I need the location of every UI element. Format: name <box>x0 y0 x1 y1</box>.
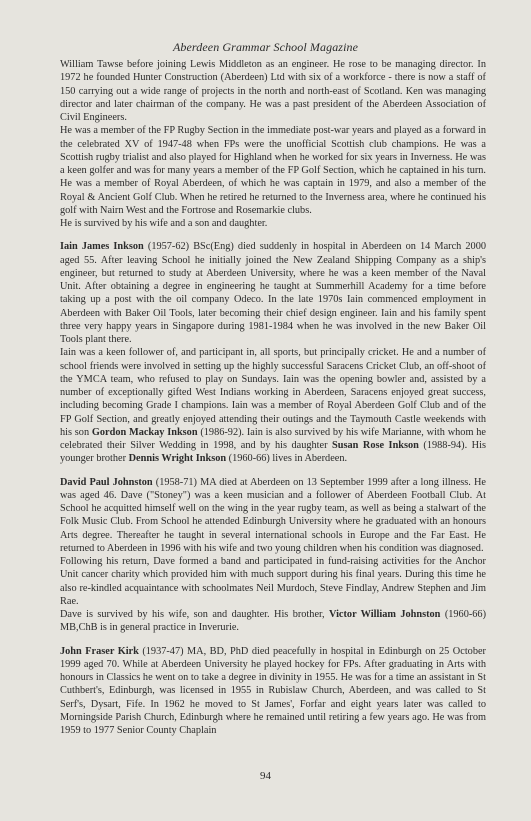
person-name: Victor William Johnston <box>329 609 441 620</box>
paragraph <box>60 124 486 217</box>
person-name: John Fraser Kirk <box>60 645 139 657</box>
paragraph-text: (1960-66) MB,ChB is in general practice in Inverurie. <box>60 609 486 634</box>
person-name: David Paul Johnston <box>60 476 153 488</box>
running-header: Aberdeen Grammar School Magazine <box>172 40 359 54</box>
paragraph-text: William Tawse before joining Lewis Middleton as an engineer. He rose to be managing director. In 1972 he founded Hunter Construction (Aberdeen) Ltd with six of a workforce - there is now a staff of 150 carrying out a wide range of projects in the north and north-east of Scotland. Ken was managing director and later chairman of the company. He was a past president of the Aberdeen Association of Civil Engineers. <box>60 59 486 123</box>
paragraph-text: Iain was a keen follower of, and participant in, all sports, but principally cricket. He and a number of school friends were involved in setting up the highly successful Saracens Cricket Club, an off-shoot of the YMCA team, who refused to play on Sundays. Iain was the opening bowler and, assisted by a number of exceptionally gifted West Indians working in Aberdeen, Saracens enjoyed great success, including becoming Grade I champions. Iain was a member of Royal Aberdeen Golf Club and of the FP Golf Section, and greatly enjoyed attending their outings and the Taymouth Castle weekends with his son <box>60 347 486 438</box>
paragraph-text: He was a member of the FP Rugby Section in the immediate post-war years and played as a forward in the celebrated XV of 1947-48 when FPs were the unofficial Scottish club champions. He was a Scottish rugby trialist and also played for Highland when he worked for six years in Inverness. He was a keen golfer and was for many years a member of the FP Golf Section, which he captained in his turn. He was a member of Royal Aberdeen, of which he was captain in 1979, and also a member of the Royal & Ancient Golf Club. When he retired he returned to the Inverness area, where he continued his golf with Nairn West and the Fortrose and Rosemarkie clubs. <box>60 125 486 216</box>
paragraph <box>60 608 486 635</box>
paragraph <box>60 217 486 230</box>
paragraph-text: (1957-62) BSc(Eng) died suddenly in hospital in Aberdeen on 14 March 2000 aged 55. After leaving School he initially joined the New Zealand Shipping Company as a ship's engineer, but returned to study at Aberdeen University, where he was a keen member of the Naval Unit. After obtaining a degree in engineering he taught at Summerhill Academy for a time before taking up a post with the oil company Odeco. In the late 1970s Iain commenced employment in Aberdeen with Baker Oil Tools, later becoming their chief design engineer. Iain and his family spent three very happy years in Singapore during 1981-1984 when he was involved in the new Baker Oil Tools plant there. <box>60 241 486 345</box>
paragraph-text: (1988-94). His younger brother <box>60 440 486 465</box>
paragraph <box>60 645 486 738</box>
paragraph <box>60 58 486 124</box>
paragraph-text: (1958-71) MA died at Aberdeen on 13 September 1999 after a long illness. He was aged 46. Dave ("Stoney") was a keen musician and a follower of Aberdeen Football Club. At School he acquitted himself well on the wing in the year rugby team, as well as being a stalwart of the Folk Music Club. From School he attended Edinburgh University where he graduated with an honours Arts degree. Thereafter he taught in several international schools in Europe and the Far East. He returned to Aberdeen in 1996 with his wife and two young children when his condition was diagnosed. <box>60 476 486 554</box>
person-name: Susan Rose Inkson <box>332 440 419 451</box>
paragraph-text: Dave is survived by his wife, son and daughter. His brother, <box>60 609 330 620</box>
obituary-text <box>60 58 486 737</box>
paragraph <box>60 476 486 556</box>
paragraph-text: He is survived by his wife and a son and daughter. <box>60 218 268 229</box>
paragraph-text: Following his return, Dave formed a band and participated in fund-raising activities for the Anchor Unit cancer charity which provided him with much support during his final years. During this time he also re-kindled acquaintance with schoolmates Neil Murdoch, Steve Findlay, Andrew Stephen and Jim Rae. <box>60 556 486 607</box>
paragraph <box>60 346 486 465</box>
person-name: Gordon Mackay Inkson <box>91 426 198 438</box>
paragraph-text: (1960-66) lives in Aberdeen. <box>226 453 348 465</box>
person-name: Iain James Inkson <box>60 241 144 253</box>
paragraph-text: (1986-92). Iain is also survived by his wife Marianne, with whom he celebrated their Silver Wedding in 1998, and by his daughter <box>60 426 486 451</box>
paragraph <box>60 240 486 346</box>
paragraph <box>60 555 486 608</box>
person-name: Dennis Wright Inkson <box>128 453 227 465</box>
page-number: 94 <box>260 770 271 782</box>
paragraph-text: (1937-47) MA, BD, PhD died peacefully in hospital in Edinburgh on 25 October 1999 aged 70. While at Aberdeen University he played hockey for FPs. After graduating in Arts with honours in Classics he went on to take a degree in divinity in 1955. He was for a time an assistant in St Cuthbert's, Edinburgh, was licensed in 1955 in Rubislaw Church, Aberdeen, and was called to St Serf's, Dysart, Fife. In 1962 he moved to St James', Forfar and eight years later was called to Morningside Parish Church, Edinburgh where he remained until retiring a few years ago. He was from 1959 to 1977 Senior County Chaplain <box>60 645 486 736</box>
